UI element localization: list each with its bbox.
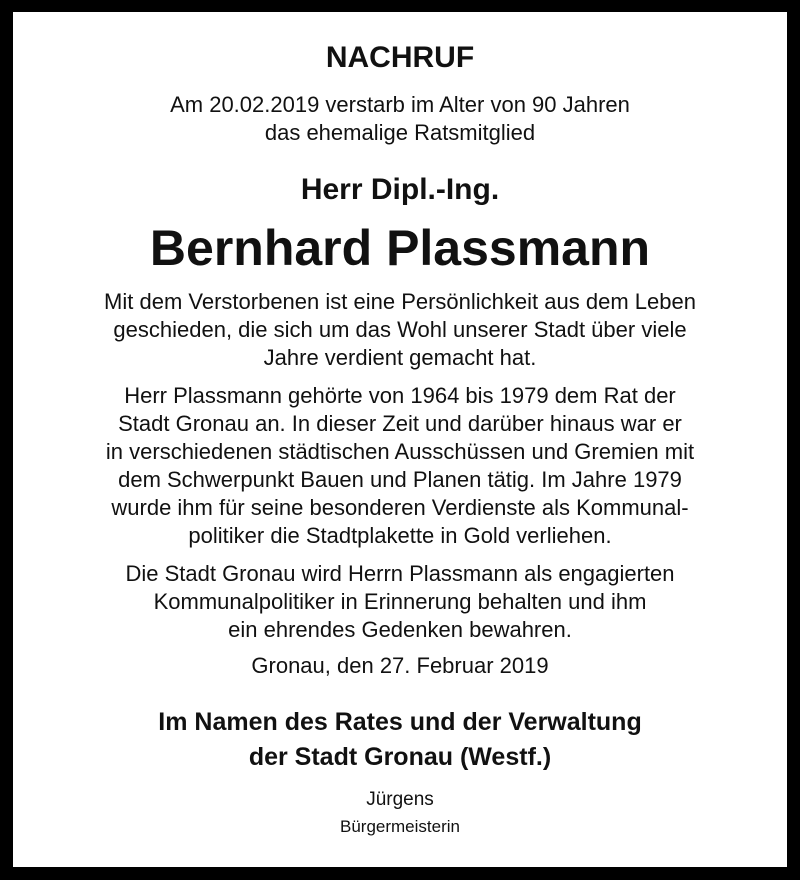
notice-title: NACHRUF [325,41,475,74]
signer-name: Jürgens [366,789,434,810]
honorific: Herr Dipl.-Ing. [300,173,500,206]
intro-line: Am 20.02.2019 verstarb im Alter von 90 Jahren [170,92,630,117]
paragraph-line: politiker die Stadtplakette in Gold verliehen. [188,523,612,548]
paragraph-line: dem Schwerpunkt Bauen und Planen tätig. Im Jahre 1979 [118,467,682,492]
signatory-body: der Stadt Gronau (Westf.) [248,743,552,771]
paragraph-line: in verschiedenen städtischen Ausschüssen und Gremien mit [105,439,695,464]
signatory-body: Im Namen des Rates und der Verwaltung [158,708,642,736]
deceased-name: Bernhard Plassmann [149,220,651,276]
paragraph-line: Jahre verdient gemacht hat. [263,345,537,370]
paragraph-line: wurde ihm für seine besonderen Verdienste als Kommunal- [111,495,689,520]
paragraph-line: Mit dem Verstorbenen ist eine Persönlichkeit aus dem Leben [104,289,696,314]
paragraph-line: geschieden, die sich um das Wohl unserer Stadt über viele [113,317,687,342]
paragraph-line: Die Stadt Gronau wird Herrn Plassmann als engagierten [125,561,675,586]
paragraph-line: Kommunalpolitiker in Erinnerung behalten und ihm [153,589,647,614]
paragraph-line: ein ehrendes Gedenken bewahren. [228,617,572,642]
place-date: Gronau, den 27. Februar 2019 [251,653,549,678]
signer-title: Bürgermeisterin [340,817,460,836]
paragraph-line: Stadt Gronau an. In dieser Zeit und darüber hinaus war er [118,411,682,436]
paragraph-line: Herr Plassmann gehörte von 1964 bis 1979 dem Rat der [124,383,676,408]
intro-line: das ehemalige Ratsmitglied [264,120,536,145]
